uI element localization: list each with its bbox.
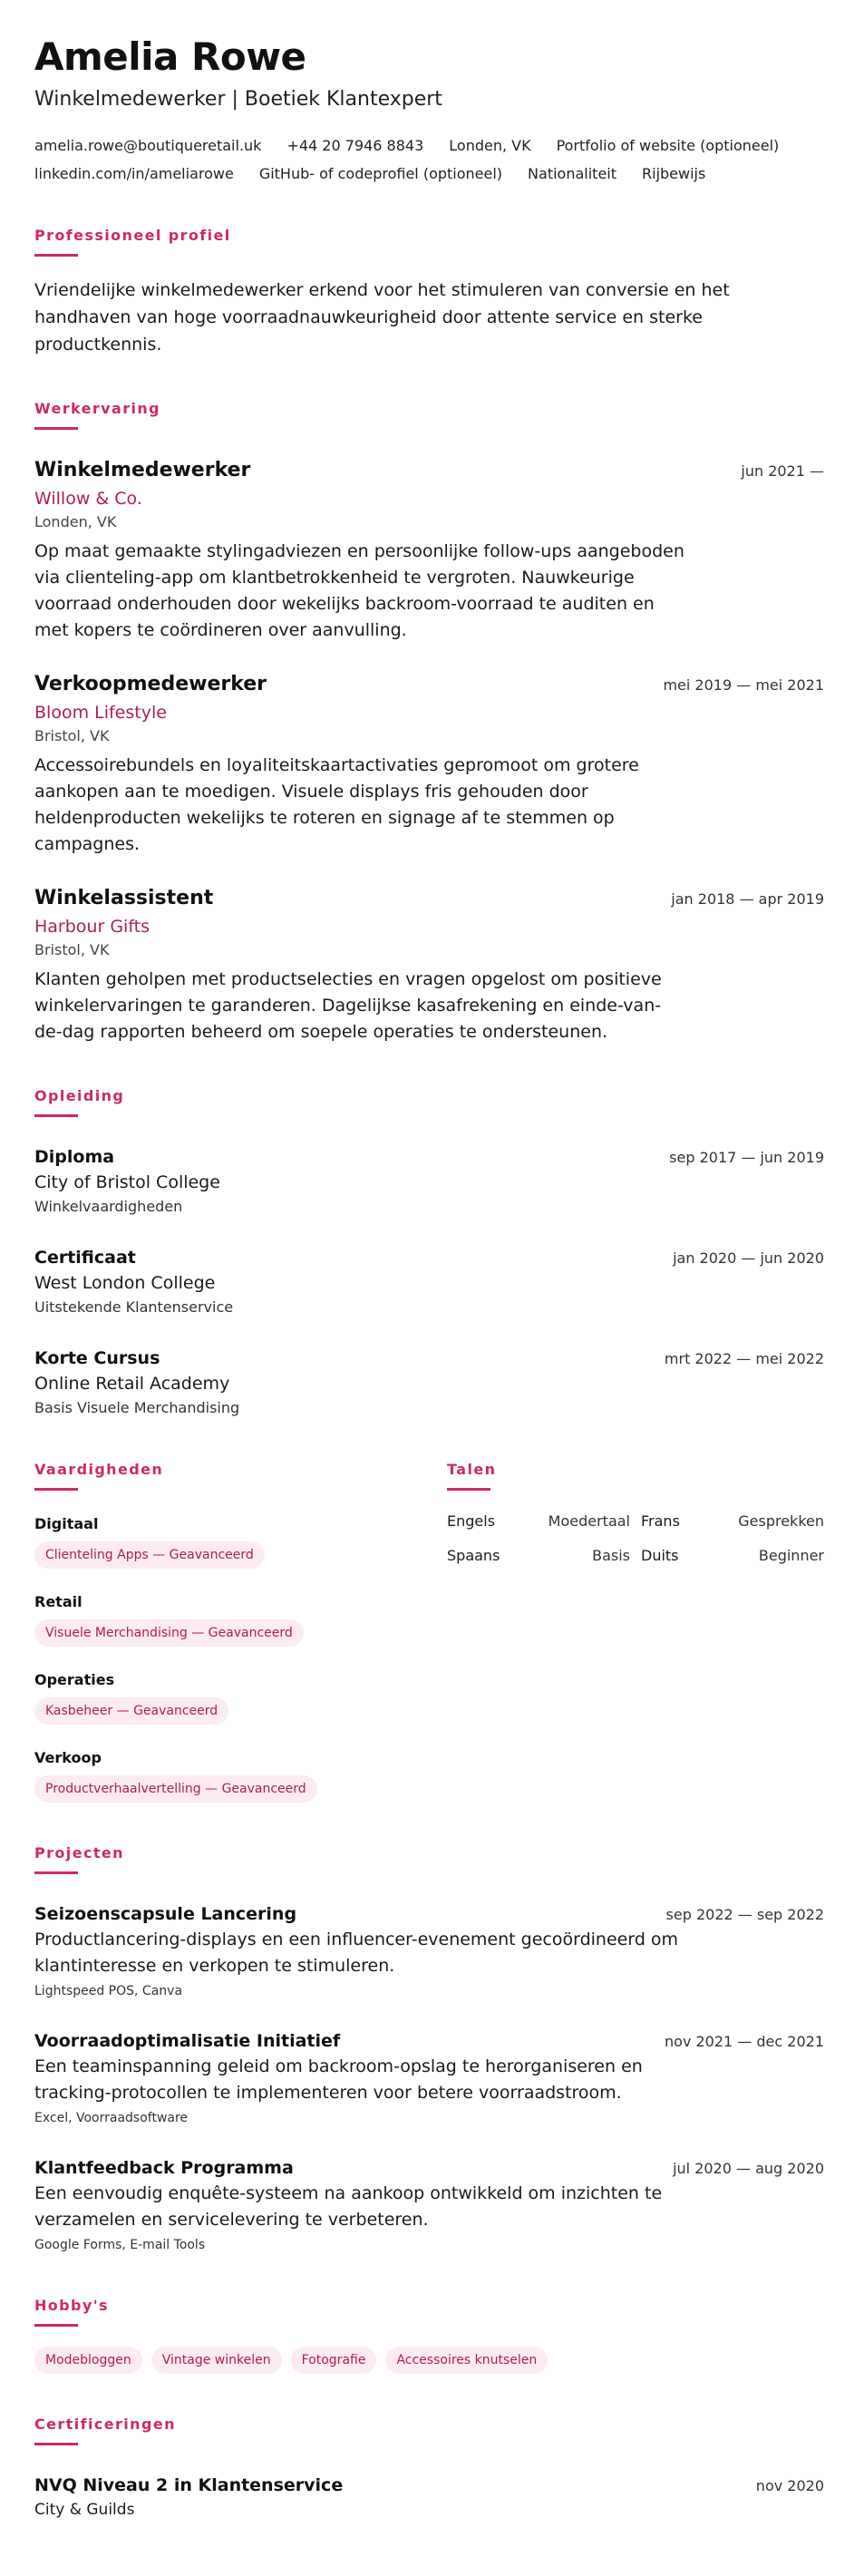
hobby-chip: Modebloggen [34,2347,142,2374]
contact-portfolio[interactable]: Portfolio of website (optioneel) [556,137,780,154]
job-company: Bloom Lifestyle [34,703,167,723]
project-description: Productlancering-displays en een influencer-evenement gecoördineerd om klantinteresse en verkopen te stimuleren. [34,1930,679,1976]
experience-section [34,400,824,1045]
job-title: Winkelassistent [34,887,214,909]
job-dates: mei 2019 — mei 2021 [663,676,824,694]
resume-content [34,34,824,2522]
education-degree: Certificaat [34,1248,136,1268]
certification-name: NVQ Niveau 2 in Klantenservice [34,2475,344,2495]
contact-nationality: Nationaliteit [528,165,616,182]
job-company: Harbour Gifts [34,917,150,937]
project-title: Seizoenscapsule Lancering [34,1904,297,1924]
job-description: Klanten geholpen met productselecties en vragen opgelost om positieve winkelervaringen te garanderen. Dagelijkse kasafrekening en einde-van-de-dag rapporten beheerd om soepele operaties te ondersteunen. [34,969,662,1042]
language-item [641,1545,824,1567]
profile-section [34,227,824,358]
language-name: Frans [641,1512,680,1530]
projects-section [34,1844,824,2255]
job-company: Willow & Co. [34,489,142,509]
section-divider [34,2443,78,2445]
contact-linkedin[interactable]: linkedin.com/in/ameliarowe [34,165,234,182]
candidate-name: Amelia Rowe [34,34,306,79]
hobby-chip: Vintage winkelen [151,2347,282,2374]
job-entry [34,457,824,644]
languages-section [447,1461,824,1803]
section-title-languages: Talen [447,1461,497,1478]
project-dates: sep 2022 — sep 2022 [665,1906,824,1923]
hobby-chip: Fotografie [291,2347,377,2374]
skill-group [34,1514,447,1569]
job-dates: jun 2021 — [741,462,824,480]
project-description: Een eenvoudig enquête-systeem na aankoop ontwikkeld om inzichten te verzamelen en servicelevering te verbeteren. [34,2183,663,2230]
language-level: Gesprekken [738,1512,824,1530]
project-title: Klantfeedback Programma [34,2158,294,2178]
contact-location: Londen, VK [449,137,531,154]
project-description: Een teaminspanning geleid om backroom-opslag te herorganiseren en tracking-protocollen te implementeren voor betere voorraadstroom. [34,2056,643,2103]
profile-summary: Vriendelijke winkelmedewerker erkend voor het stimuleren van conversie en het handhaven van hoge voorraadnauwkeurigheid door attente service en sterke productkennis. [34,280,730,355]
languages-list [447,1511,824,1567]
section-divider [34,427,78,430]
skill-group [34,1592,447,1647]
skill-chip: Kasbeheer — Geavanceerd [34,1697,228,1725]
project-tools: Google Forms, E-mail Tools [34,2238,206,2252]
certification-entry [34,2473,824,2522]
education-section [34,1087,824,1419]
project-entry [34,2028,824,2128]
candidate-headline: Winkelmedewerker | Boetiek Klantexpert [34,88,442,111]
job-location: Bristol, VK [34,941,110,958]
skill-category: Operaties [34,1671,115,1688]
education-field: Uitstekende Klantenservice [34,1298,234,1316]
certification-date: nov 2020 [755,2477,824,2494]
section-title-skills: Vaardigheden [34,1461,164,1478]
contact-phone[interactable]: +44 20 7946 8843 [286,137,424,154]
job-entry [34,885,824,1045]
education-degree: Diploma [34,1147,115,1167]
project-dates: jul 2020 — aug 2020 [673,2160,824,2177]
certification-issuer: City & Guilds [34,2501,135,2519]
language-level: Basis [592,1547,630,1564]
section-title-profile: Professioneel profiel [34,227,231,244]
skills-section [34,1461,447,1803]
job-title: Verkoopmedewerker [34,673,267,695]
section-title-experience: Werkervaring [34,400,161,417]
job-entry [34,671,824,858]
skill-category: Retail [34,1593,83,1610]
job-location: Bristol, VK [34,727,110,744]
language-name: Engels [447,1512,496,1530]
contact-email[interactable]: amelia.rowe@boutiqueretail.uk [34,137,262,154]
project-entry [34,2155,824,2255]
contact-info [34,134,824,185]
language-name: Duits [641,1547,679,1564]
skill-chip: Productverhaalvertelling — Geavanceerd [34,1775,317,1803]
hobbies-section [34,2297,824,2374]
hobbies-list [34,2347,824,2374]
skill-group [34,1748,447,1803]
contact-drivers-license: Rijbewijs [642,165,706,182]
project-entry [34,1901,824,2001]
language-item [447,1511,630,1532]
section-divider [34,1488,78,1491]
project-tools: Excel, Voorraadsoftware [34,2111,189,2125]
section-divider [34,2324,78,2327]
education-dates: mrt 2022 — mei 2022 [664,1350,824,1367]
skills-languages-row [34,1461,824,1803]
section-title-hobbies: Hobby's [34,2297,109,2314]
education-field: Winkelvaardigheden [34,1198,183,1215]
section-divider [34,1871,78,1874]
job-title: Winkelmedewerker [34,459,251,481]
skill-category: Verkoop [34,1749,102,1766]
education-entry [34,1245,824,1318]
skill-category: Digitaal [34,1515,99,1532]
skill-chip: Clienteling Apps — Geavanceerd [34,1541,265,1569]
contact-github[interactable]: GitHub- of codeprofiel (optioneel) [258,165,503,182]
project-title: Voorraadoptimalisatie Initiatief [34,2031,341,2051]
section-divider [447,1488,490,1491]
education-entry [34,1144,824,1218]
section-title-education: Opleiding [34,1087,125,1104]
language-item [641,1511,824,1532]
education-school: City of Bristol College [34,1172,220,1192]
language-item [447,1545,630,1567]
education-school: West London College [34,1273,216,1293]
job-dates: jan 2018 — apr 2019 [671,890,824,908]
education-dates: jan 2020 — jun 2020 [673,1249,824,1267]
education-field: Basis Visuele Merchandising [34,1399,240,1416]
education-entry [34,1346,824,1419]
project-dates: nov 2021 — dec 2021 [665,2033,824,2050]
section-title-certifications: Certificeringen [34,2416,176,2433]
language-level: Moedertaal [548,1512,630,1530]
job-description: Accessoirebundels en loyaliteitskaartactivaties gepromoot om grotere aankopen aan te moedigen. Visuele displays fris gehouden door heldenproducten wekelijks te roteren en signage af te stemmen op campagnes. [34,755,639,854]
education-degree: Korte Cursus [34,1348,160,1368]
section-divider [34,1114,78,1117]
job-location: Londen, VK [34,513,117,530]
job-description: Op maat gemaakte stylingadviezen en persoonlijke follow-ups aangeboden via clienteling-app om klantbetrokkenheid te vergroten. Nauwkeurige voorraad onderhouden door wekelijks backroom-voorraad te auditen en met kopers te coördineren over aanvulling. [34,541,684,640]
section-divider [34,254,78,257]
hobby-chip: Accessoires knutselen [385,2347,548,2374]
language-level: Beginner [758,1547,824,1564]
skill-chip: Visuele Merchandising — Geavanceerd [34,1619,304,1647]
education-dates: sep 2017 — jun 2019 [669,1149,824,1166]
education-school: Online Retail Academy [34,1374,230,1394]
section-title-projects: Projecten [34,1844,124,1862]
certifications-section [34,2416,824,2522]
language-name: Spaans [447,1547,500,1564]
project-tools: Lightspeed POS, Canva [34,1984,183,1998]
skill-group [34,1670,447,1725]
